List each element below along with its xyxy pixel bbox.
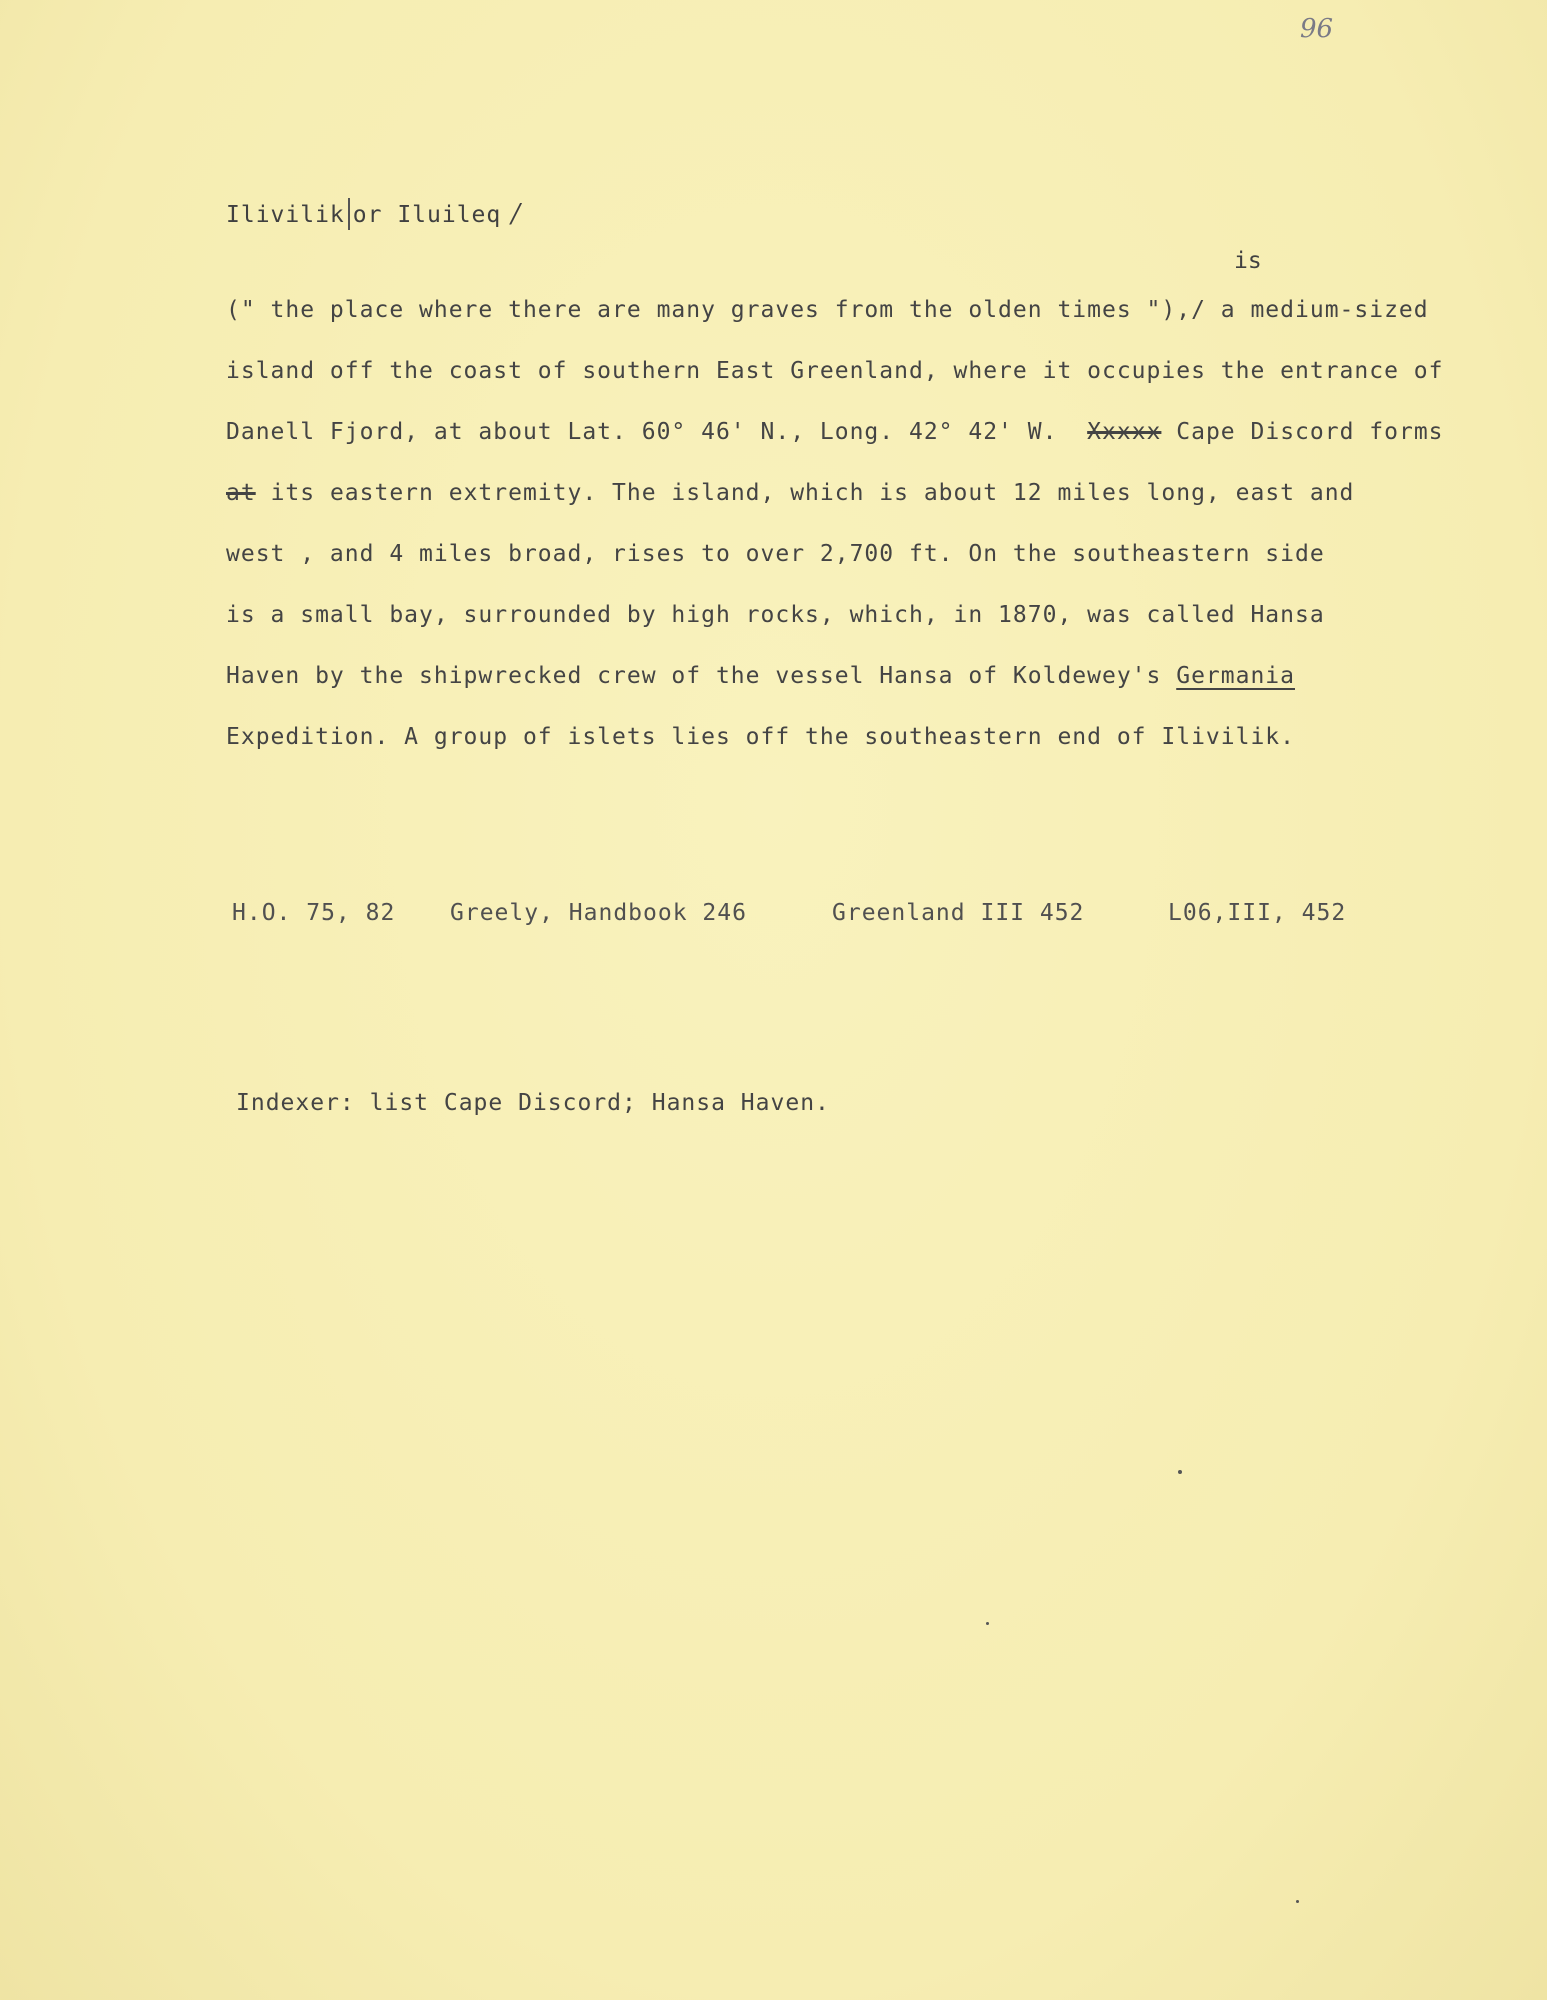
paper-speck bbox=[1178, 1470, 1182, 1474]
body-line-3-rest: Cape Discord forms bbox=[1176, 419, 1444, 445]
body-line-4-text: its eastern extremity. The island, which is about 12 miles long, east and bbox=[270, 480, 1355, 506]
heading-name-a: Ilivilik bbox=[226, 202, 345, 228]
indexer-note: Indexer: list Cape Discord; Hansa Haven. bbox=[236, 1090, 830, 1116]
body-line-2: island off the coast of southern East Greenland, where it occupies the entrance of bbox=[226, 358, 1444, 384]
struck-text: at bbox=[226, 480, 256, 506]
underlined-text: Germania bbox=[1176, 663, 1295, 689]
body-line-7 bbox=[226, 646, 1526, 707]
body-line-7-text: Haven by the shipwrecked crew of the vessel Hansa of Koldewey's bbox=[226, 663, 1177, 689]
body-line-8: Expedition. A group of islets lies off the southeastern end of Ilivilik. bbox=[226, 724, 1295, 750]
reference-1: H.O. 75, 82 bbox=[232, 900, 396, 926]
entry-body bbox=[226, 280, 1526, 768]
page-number: 96 bbox=[1300, 14, 1334, 44]
entry-heading bbox=[226, 198, 521, 230]
heading-separator-mark bbox=[348, 198, 350, 230]
reference-2: Greely, Handbook 246 bbox=[450, 900, 747, 926]
insertion-word: is bbox=[1234, 248, 1262, 274]
body-line-3-text: Danell Fjord, at about Lat. 60° 46' N., Long. 42° 42' W. bbox=[226, 419, 1058, 445]
heading-slash-mark: / bbox=[511, 199, 522, 229]
body-line-5: west , and 4 miles broad, rises to over 2,700 ft. On the southeastern side bbox=[226, 541, 1325, 567]
reference-4: L06,III, 452 bbox=[1168, 900, 1347, 926]
paper-speck bbox=[986, 1622, 989, 1625]
body-line-1: (" the place where there are many graves from the olden times "),/ a medium-sized bbox=[226, 297, 1429, 323]
struck-text: Xxxxx bbox=[1087, 419, 1162, 445]
body-line-6: is a small bay, surrounded by high rocks, which, in 1870, was called Hansa bbox=[226, 602, 1325, 628]
heading-name-b: or Iluileq bbox=[352, 202, 502, 228]
reference-3: Greenland III 452 bbox=[832, 900, 1085, 926]
body-line-3 bbox=[226, 402, 1526, 463]
body-line-4 bbox=[226, 463, 1526, 524]
paper-speck bbox=[1296, 1900, 1299, 1903]
